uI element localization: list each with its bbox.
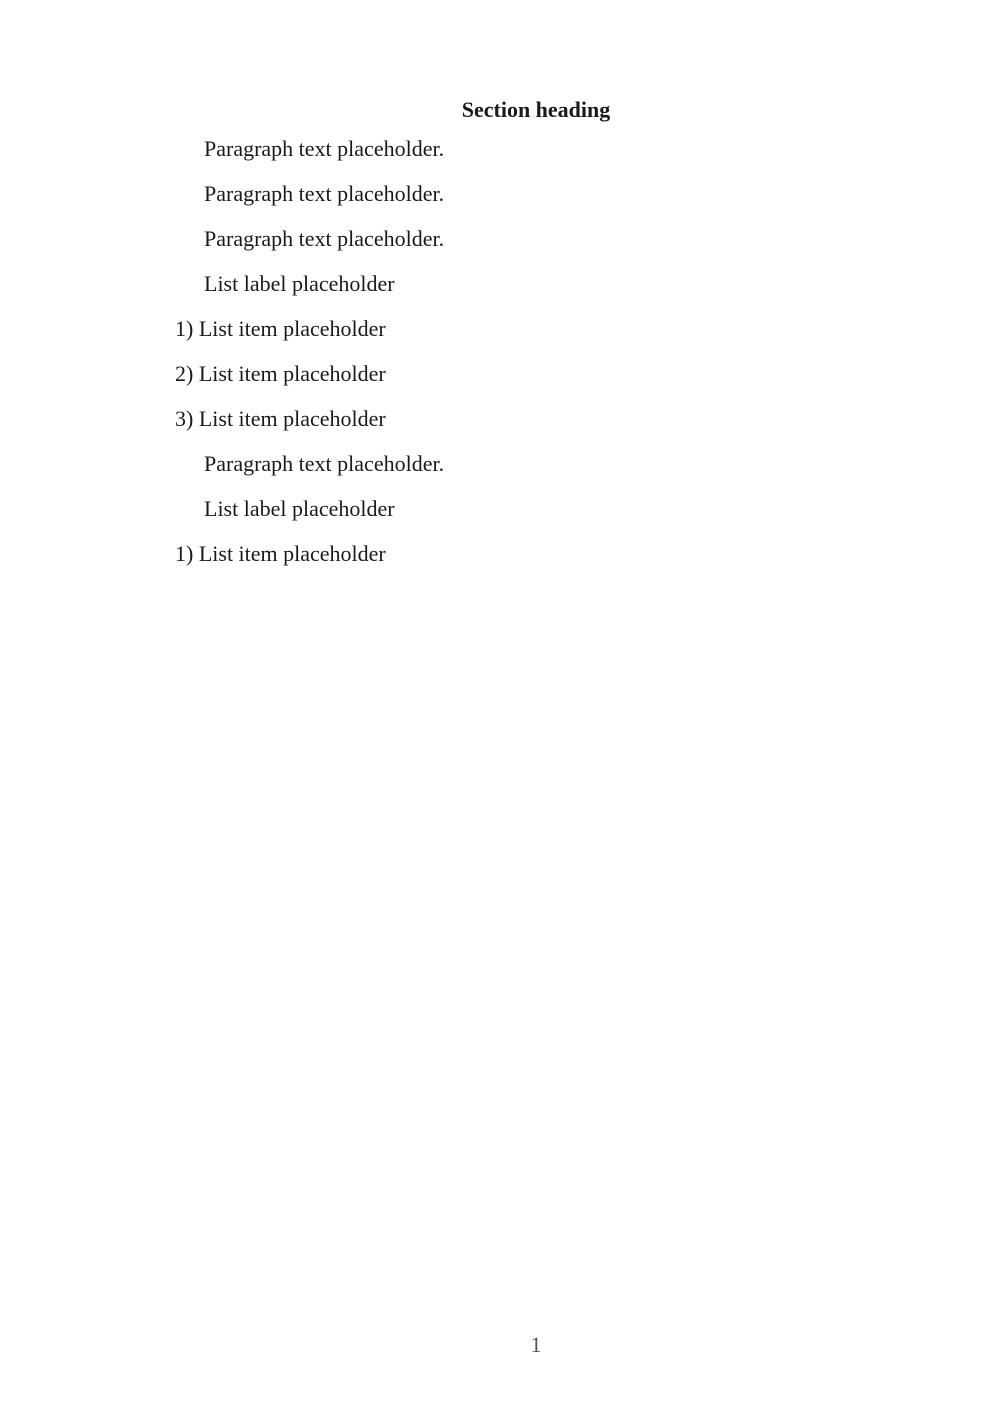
methods-label: List label placeholder [204, 496, 395, 521]
paragraph-4: Paragraph text placeholder. [204, 451, 445, 476]
task-item-2: 2) List item placeholder [175, 361, 386, 386]
page-content [144, 92, 928, 581]
paragraph-1: Paragraph text placeholder. [204, 136, 445, 161]
method-item-1: 1) List item placeholder [175, 541, 386, 566]
paragraph-2: Paragraph text placeholder. [204, 181, 445, 206]
task-item-1: 1) List item placeholder [175, 316, 386, 341]
paragraph-3: Paragraph text placeholder. [204, 226, 445, 251]
tasks-label: List label placeholder [204, 271, 395, 296]
task-item-3: 3) List item placeholder [175, 406, 386, 431]
section-heading: Section heading [461, 97, 611, 122]
page-number: 1 [530, 1332, 542, 1357]
